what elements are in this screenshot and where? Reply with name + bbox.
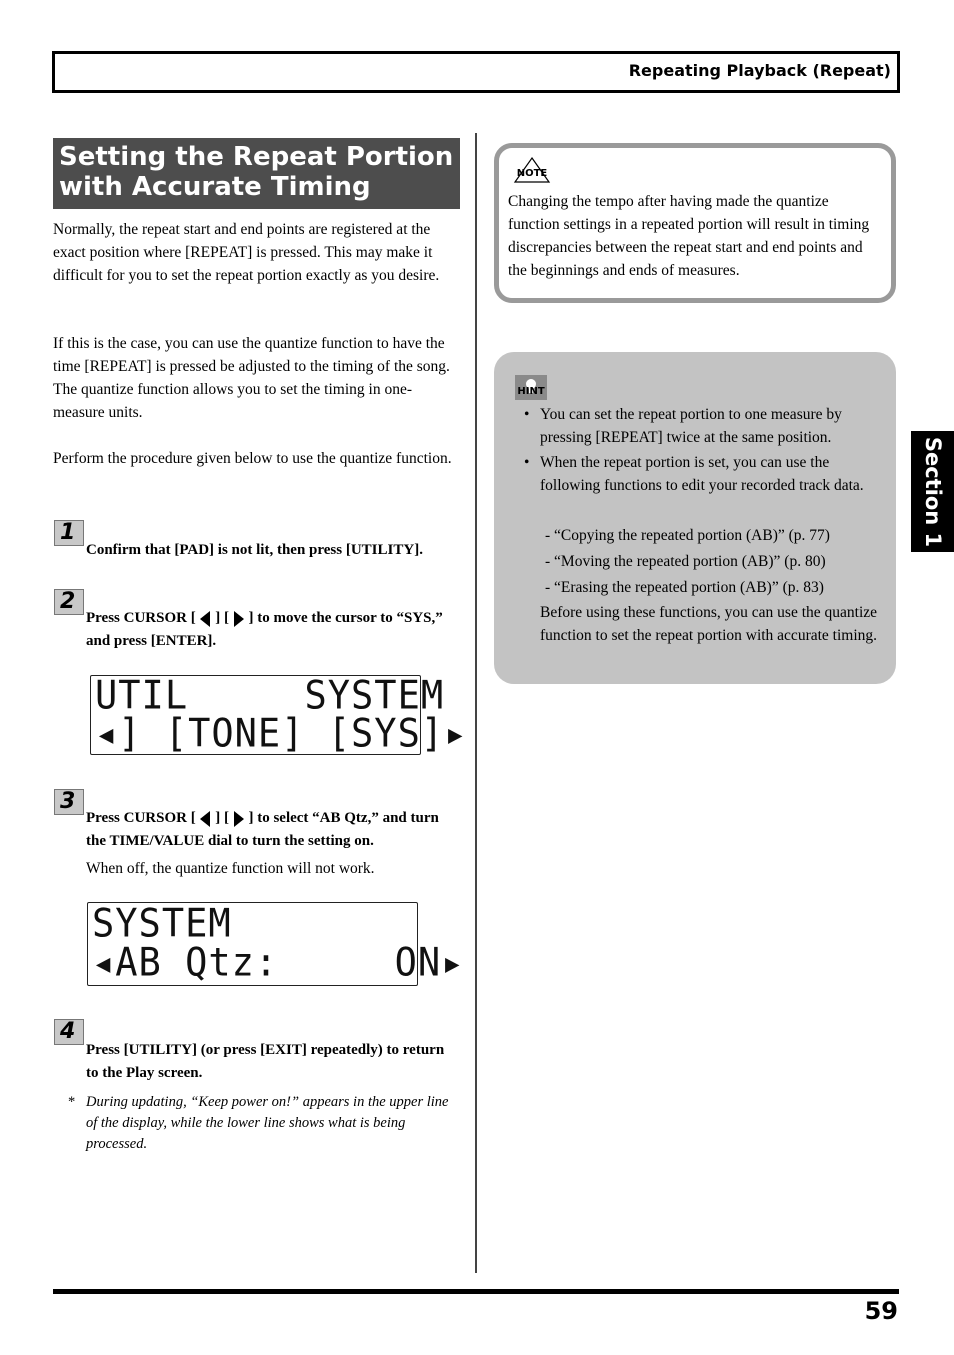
note-icon	[513, 156, 551, 184]
section-heading: Setting the Repeat Portion with Accurate Timing	[53, 138, 460, 209]
note-text: Changing the tempo after having made the quantize function settings in a repeated portion will result in timing discrepancies between the repeat start and end points and the beginnings and ends of measures.	[508, 193, 870, 279]
note-box	[494, 143, 896, 303]
hint-bullet-1: • You can set the repeat portion to one measure by pressing [REPEAT] twice at the same position.	[524, 403, 874, 449]
lcd-1-line-2: ◂] [TONE] [SYS]▸	[95, 710, 468, 757]
step-2-text-c: ] to move the cursor to “SYS,” and press [ENTER].	[86, 610, 443, 649]
intro-paragraph-1: Normally, the repeat start and end points are registered at the exact position where [REPEAT] is pressed. This may make it difficult for you to set the repeat portion exactly as you desire.	[53, 221, 440, 284]
section-tab	[911, 431, 954, 552]
lcd-display-utility	[90, 672, 468, 757]
hint-ref-move: - “Moving the repeated portion (AB)” (p. 80)	[545, 553, 826, 570]
step-3-note: When off, the quantize function will not work.	[86, 860, 375, 877]
footnote-mark: *	[68, 1094, 76, 1110]
cursor-left-icon	[199, 810, 211, 828]
step-3-badge: 3	[54, 789, 84, 815]
cursor-left-icon	[199, 610, 211, 628]
step-3-text-c: ] to select “AB Qtz,” and turn the TIME/VALUE dial to turn the setting on.	[86, 810, 439, 849]
hint-ref-copy: - “Copying the repeated portion (AB)” (p. 77)	[545, 527, 830, 544]
lcd-2-line-1: SYSTEM	[92, 900, 232, 947]
hint-lightbulb-icon	[515, 375, 547, 400]
step-4-badge: 4	[54, 1019, 84, 1045]
intro-paragraph-2: If this is the case, you can use the quantize function to have the time [REPEAT] is pressed be adjusted to the timing of the song. The quantize function allows you to set the timing in one-measure units.	[53, 335, 450, 421]
lcd-2-line-2: ◂AB Qtz: ON▸	[92, 939, 465, 986]
hint-bullet-2: • When the repeat portion is set, you can use the following functions to edit your recorded track data.	[524, 451, 874, 497]
footer-rule	[53, 1289, 899, 1294]
step-3-text-a: Press CURSOR [	[86, 810, 196, 826]
step-1-badge: 1	[54, 520, 84, 546]
step-1-text: Confirm that [PAD] is not lit, then press [UTILITY].	[86, 542, 423, 558]
page-number: 59	[864, 1297, 898, 1325]
step-2-text-b: ] [	[215, 610, 229, 626]
hint-tail-text: Before using these functions, you can use the quantize function to set the repeat portion with accurate timing.	[540, 604, 878, 644]
footnote-text: During updating, “Keep power on!” appears in the upper line of the display, while the lower line shows what is being processed.	[86, 1094, 449, 1152]
step-4-text: Press [UTILITY] (or press [EXIT] repeatedly) to return to the Play screen.	[86, 1042, 445, 1081]
lcd-display-system	[87, 900, 465, 986]
lcd-1-line-1: UTIL SYSTEM	[95, 672, 445, 719]
running-header	[52, 51, 900, 93]
step-3-text-b: ] [	[215, 810, 229, 826]
section-tab-label: Section 1	[920, 436, 945, 547]
step-2-text-a: Press CURSOR [	[86, 610, 196, 626]
step-3-text	[86, 807, 458, 853]
running-header-title: Repeating Playback (Repeat)	[628, 61, 891, 80]
hint-box	[494, 352, 896, 684]
hint-ref-erase: - “Erasing the repeated portion (AB)” (p. 83)	[545, 579, 824, 596]
hint-icon-label: HINT	[517, 386, 545, 397]
note-icon-label: NOTE	[516, 168, 548, 179]
hint-bullet-list	[524, 403, 874, 499]
cursor-right-icon	[233, 610, 245, 628]
step-2-text	[86, 607, 458, 653]
cursor-right-icon	[233, 810, 245, 828]
step-2-badge: 2	[54, 589, 84, 615]
column-divider	[475, 133, 477, 1273]
intro-paragraph-3: Perform the procedure given below to use the quantize function.	[53, 450, 452, 467]
footnote	[68, 1092, 460, 1155]
